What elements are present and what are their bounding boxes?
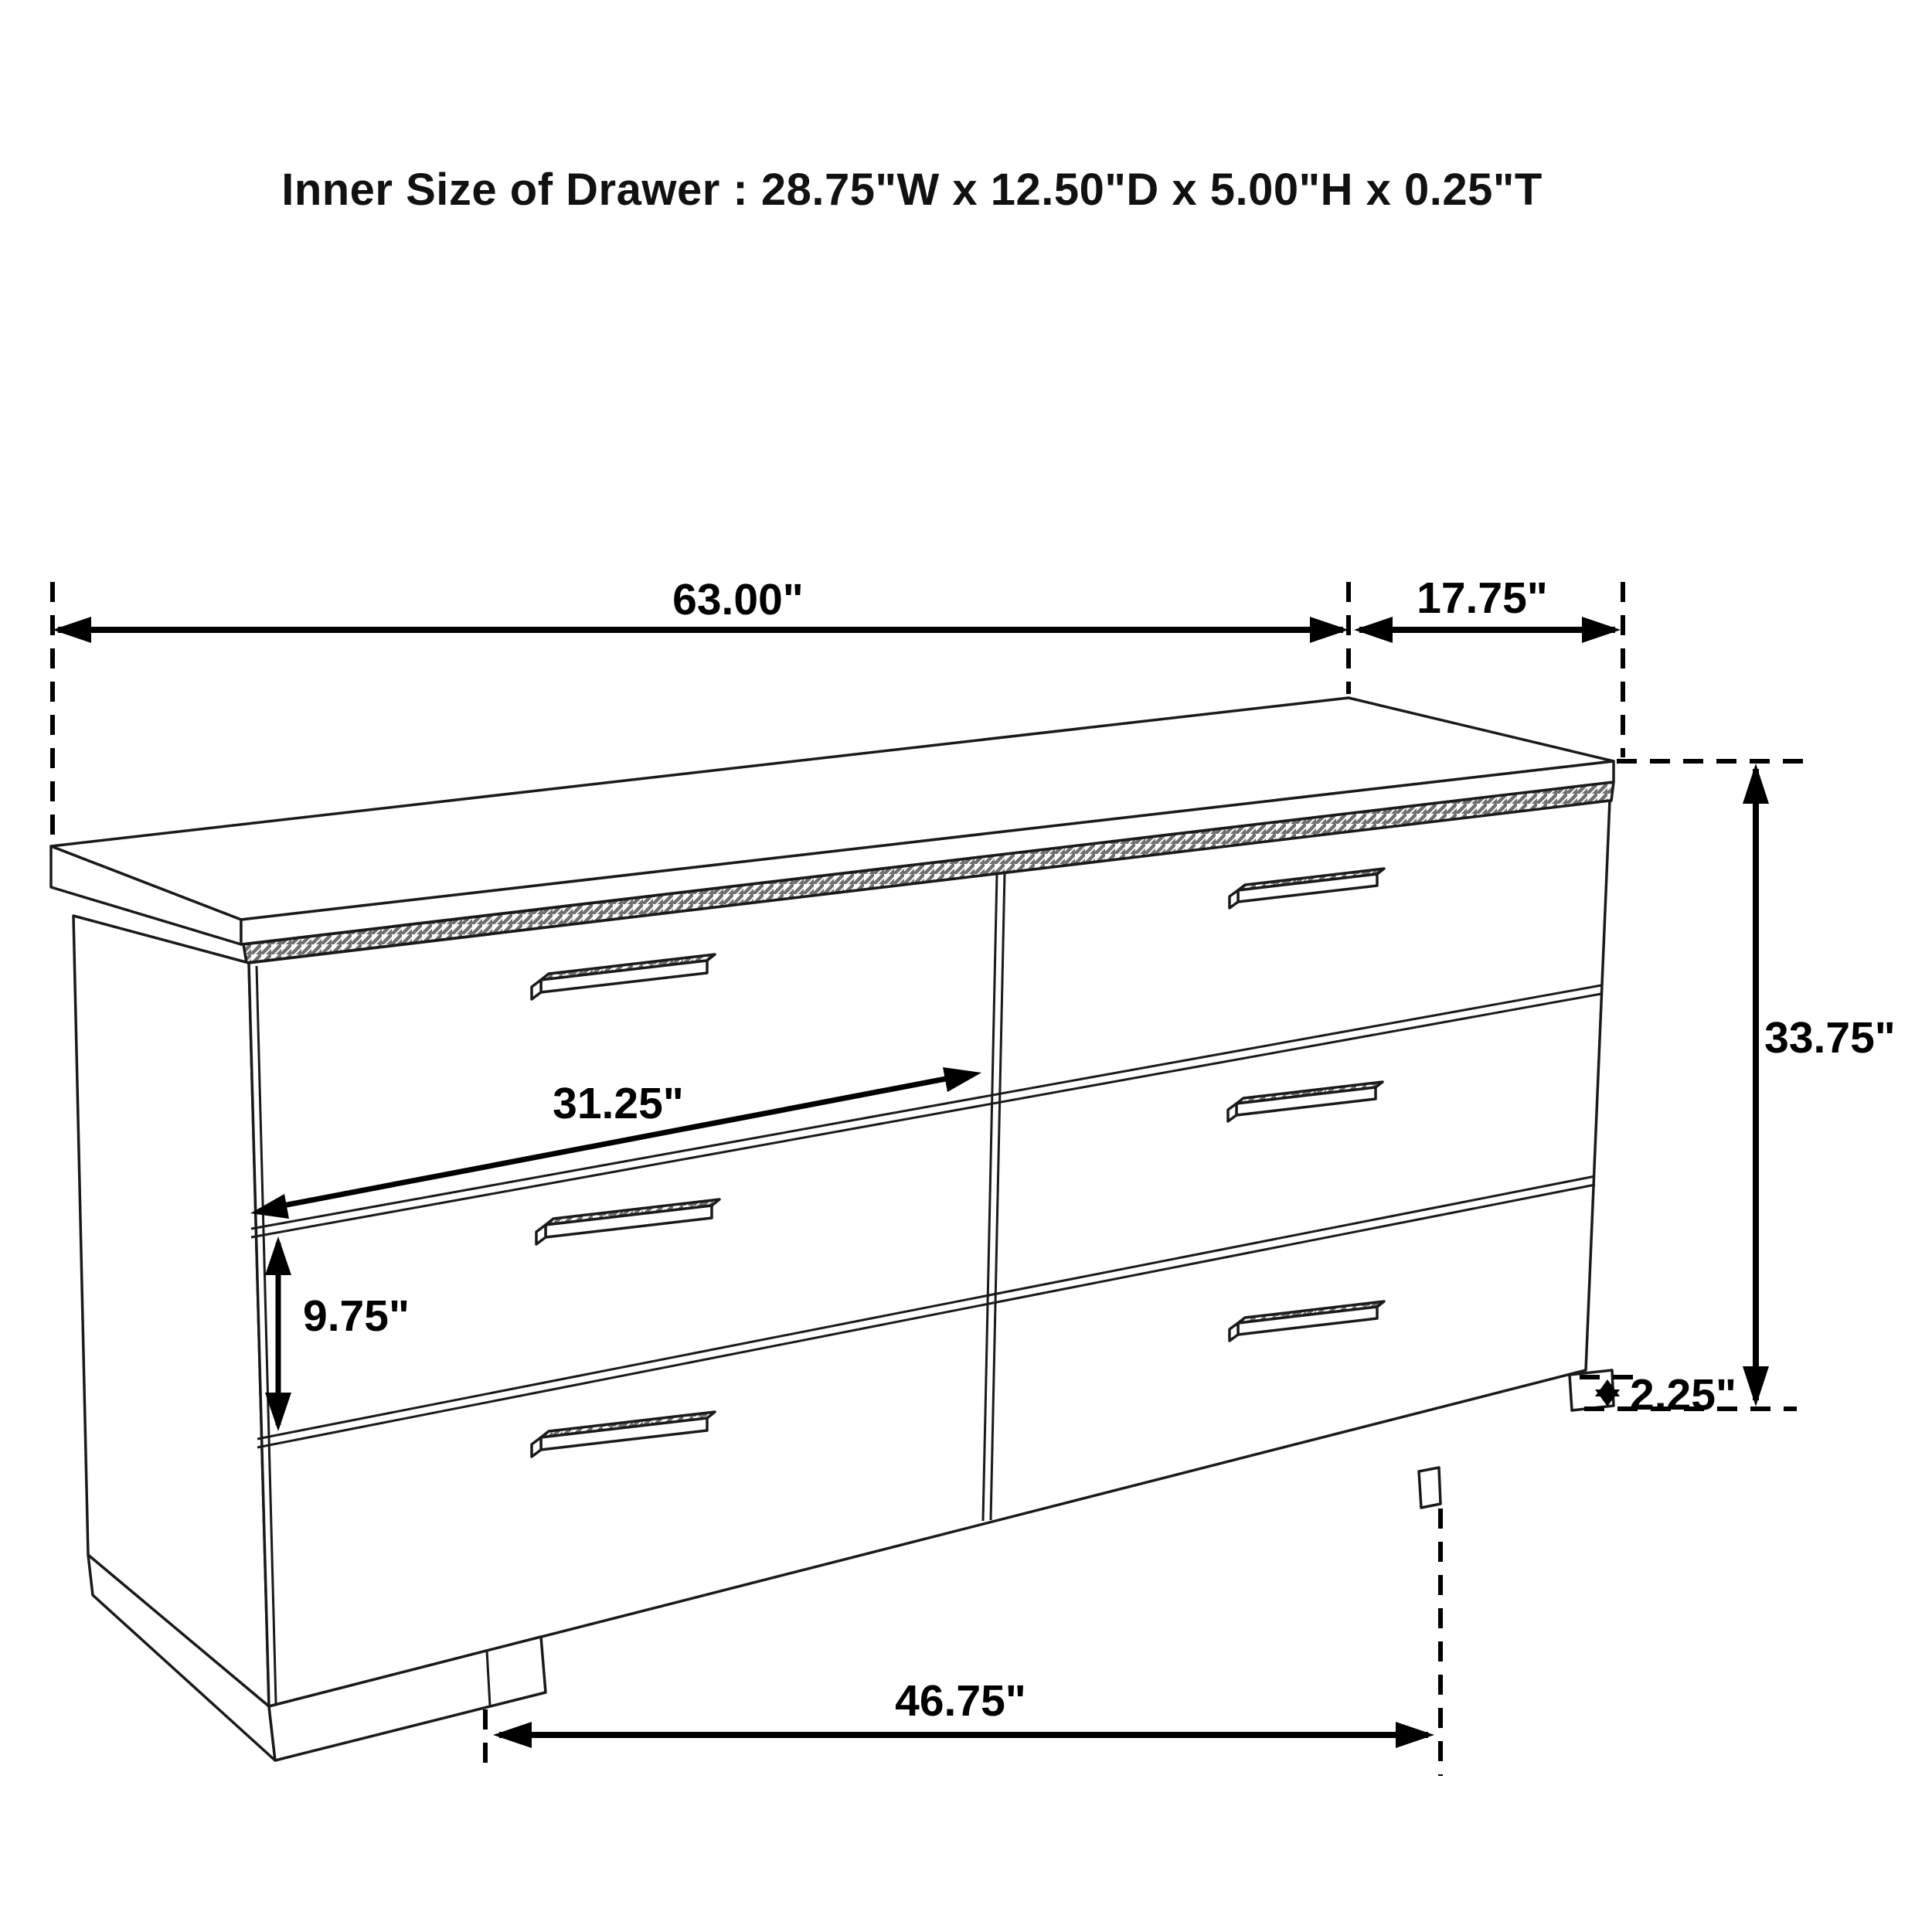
arrowhead (53, 617, 91, 643)
dresser-drawing (51, 698, 1614, 1760)
dim-overall-height-label: 33.75" (1764, 1013, 1896, 1063)
arrowhead (493, 1722, 532, 1748)
dim-overall-height (1584, 761, 1896, 1409)
arrowhead (1743, 1366, 1769, 1406)
dim-drawer-height-label: 9.75" (303, 1291, 410, 1341)
dim-leg-height-label: 2.25" (1630, 1370, 1736, 1420)
arrowhead (1743, 764, 1769, 804)
dim-top-depth-label: 17.75" (1417, 573, 1548, 623)
dim-leg-span-label: 46.75" (895, 1676, 1026, 1726)
dim-drawer-width-label: 31.25" (553, 1079, 684, 1128)
arrowhead (1310, 617, 1349, 643)
dim-top-width-label: 63.00" (672, 575, 804, 624)
rear-right-leg (1419, 1468, 1440, 1508)
arrowhead (1354, 617, 1393, 643)
arrowhead (1582, 617, 1621, 643)
page-title: Inner Size of Drawer : 28.75"W x 12.50"D x 5.00"H x 0.25"T (281, 165, 1543, 215)
arrowhead (1396, 1722, 1434, 1748)
